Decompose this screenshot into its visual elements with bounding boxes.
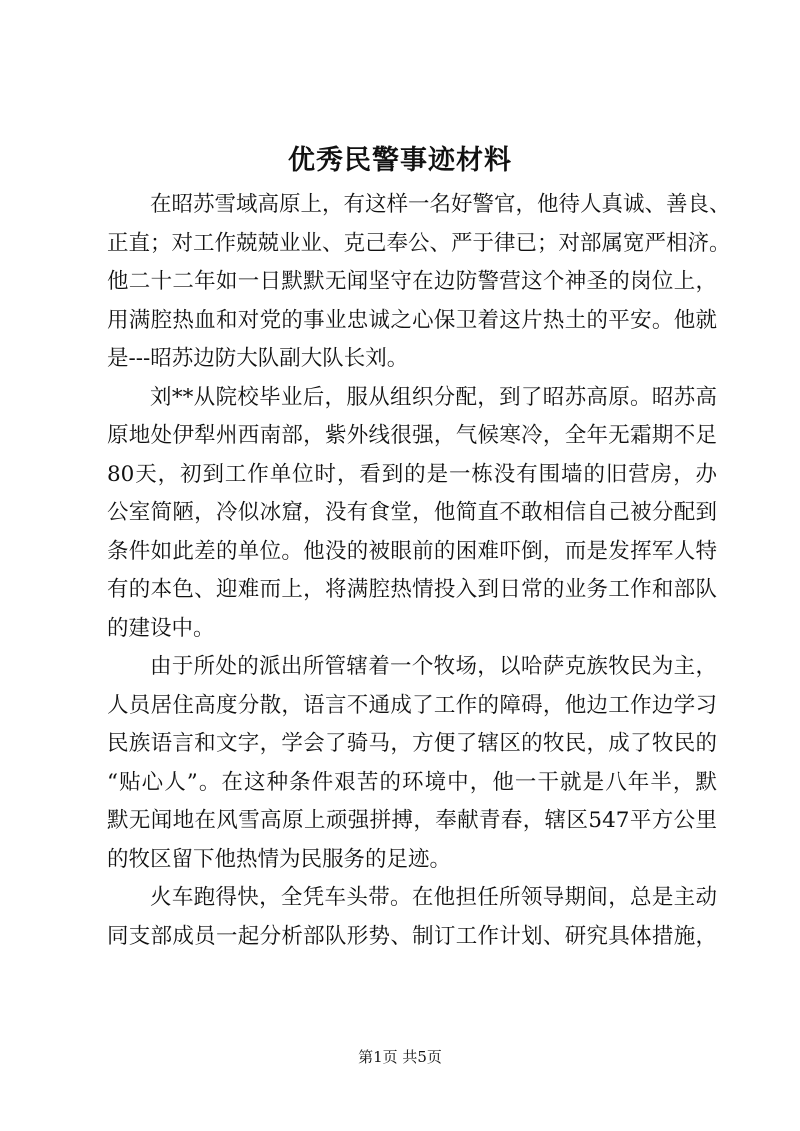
text-line: 原地处伊犁州西南部，紫外线很强，气候寒冷，全年无霜期不足 [107, 423, 717, 448]
text-line: 在昭苏雪域高原上，有这样一名好警官，他待人真诚、善良、 [150, 192, 731, 217]
paragraph-1 [107, 186, 731, 379]
text-line: 默无闻地在风雪高原上顽强拼搏，奉献青春，辖区547平方公里 [107, 808, 717, 833]
page-title: 优秀民警事迹材料 [288, 145, 512, 176]
text-line: 火车跑得快，全凭车头带。在他担任所领导期间，总是主动 [150, 885, 717, 910]
paragraph-2 [107, 379, 717, 649]
text-line: 的牧区留下他热情为民服务的足迹。 [107, 846, 452, 872]
text-line: 的建设中。 [107, 615, 215, 641]
text-line: 同支部成员一起分析部队形势、制订工作计划、研究具体措施， [107, 923, 717, 949]
paragraph-3 [107, 648, 717, 879]
text-line: 80天，初到工作单位时，看到的是一栋没有围墙的旧营房，办 [107, 461, 717, 487]
text-line: 他二十二年如一日默默无闻坚守在边防警营这个神圣的岗位上， [107, 269, 717, 294]
text-line: “贴心人”。在这种条件艰苦的环境中，他一干就是八年半，默 [107, 769, 717, 795]
text-line: 民族语言和文字，学会了骑马，方便了辖区的牧民，成了牧民的 [107, 731, 717, 756]
text-line: 用满腔热血和对党的事业忠诚之心保卫着这片热土的平安。他就 [107, 307, 717, 333]
text-line: 正直；对工作兢兢业业、克己奉公、严于律已；对部属宽严相济。 [107, 230, 731, 256]
text-line: 公室简陋，冷似冰窟，没有食堂，他简直不敢相信自己被分配到 [107, 500, 717, 525]
document-body [107, 186, 731, 956]
page-number-footer: 第1页 共5页 [358, 1048, 442, 1066]
paragraph-4 [107, 879, 717, 956]
text-line: 是---昭苏边防大队副大队长刘。 [107, 346, 409, 371]
text-line: 人员居住高度分散，语言不通成了工作的障碍，他边工作边学习 [107, 692, 717, 718]
text-line: 条件如此差的单位。他没的被眼前的困难吓倒，而是发挥军人特 [107, 538, 717, 564]
text-line: 有的本色、迎难而上，将满腔热情投入到日常的业务工作和部队 [107, 577, 717, 602]
text-line: 刘**从院校毕业后，服从组织分配，到了昭苏高原。昭苏高 [150, 384, 717, 410]
text-line: 由于所处的派出所管辖着一个牧场，以哈萨克族牧民为主， [150, 654, 717, 679]
